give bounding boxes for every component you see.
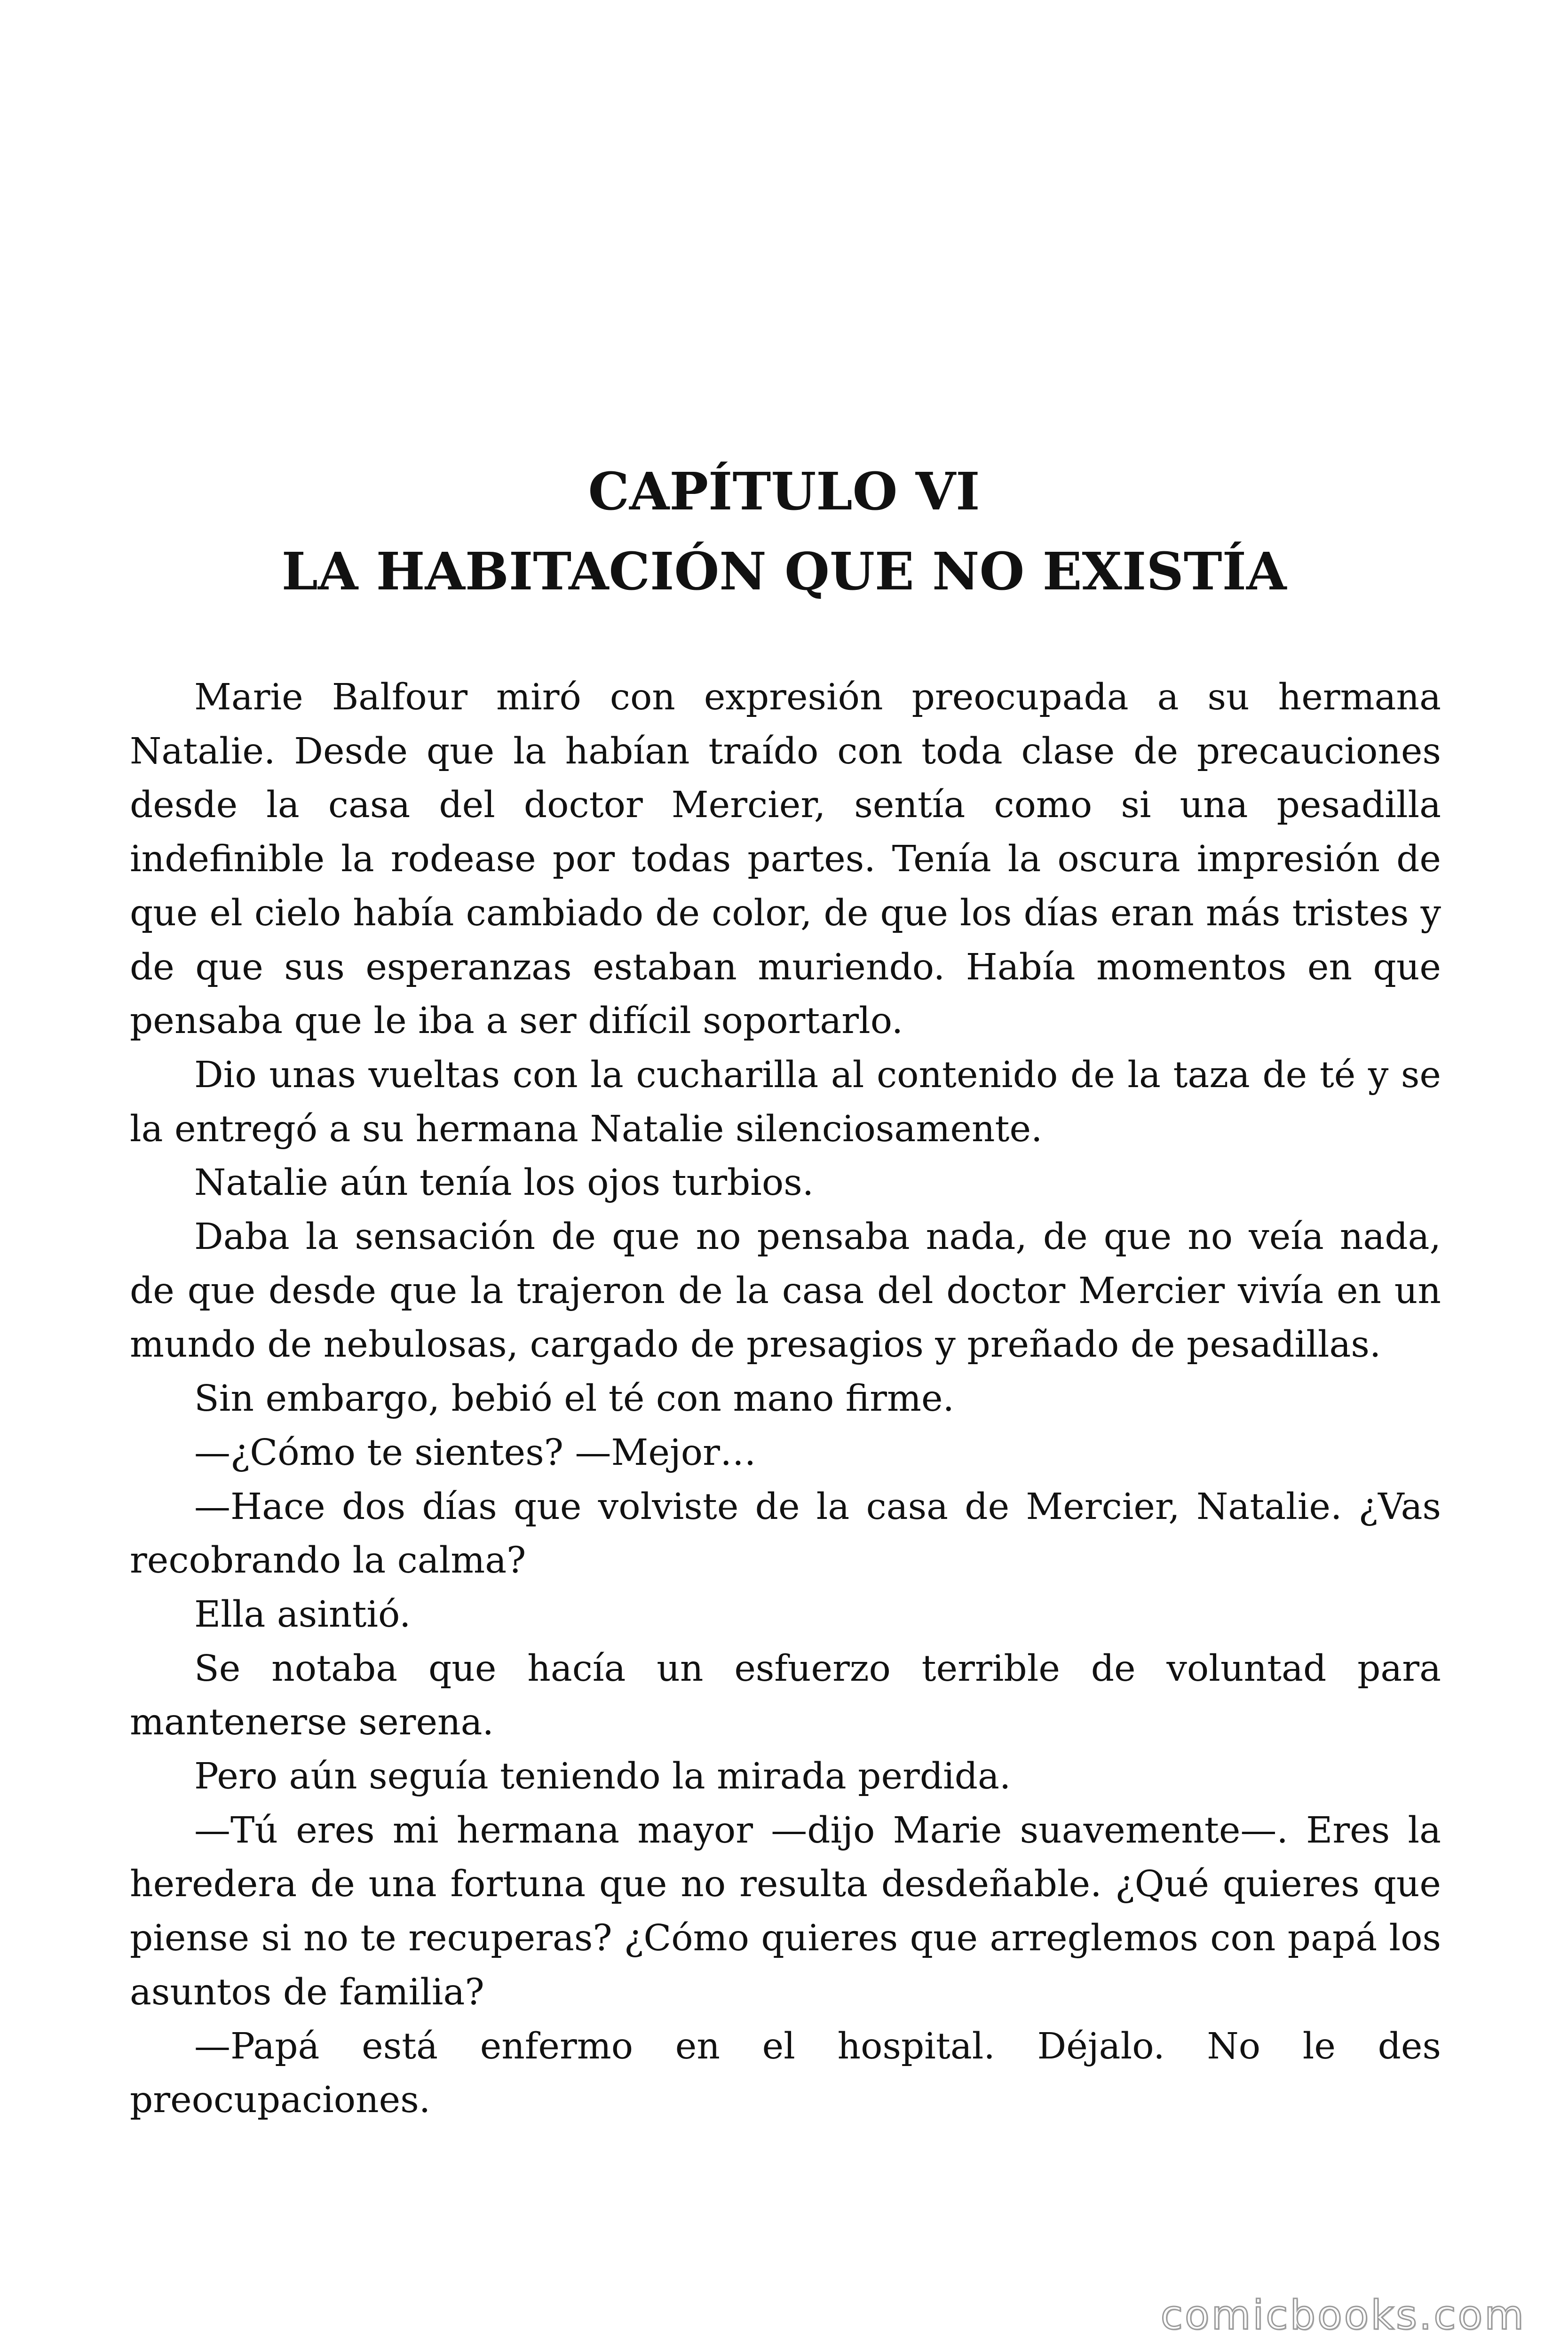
paragraph: Pero aún seguía teniendo la mirada perdida. [194,1756,1011,1798]
watermark-text: comicbooks.com [1160,2292,1526,2339]
paragraph: Ella asintió. [194,1593,411,1636]
chapter-title: LA HABITACIÓN QUE NO EXISTÍA [281,541,1287,602]
chapter-body-text [130,671,1441,2128]
paragraph: Daba la sensación de que no pensaba nada, de que no veía nada, de que desde que la trajeron de la casa del doctor Mercier vivía en un mundo de nebulosas, cargado de presagios y preñado de pesadillas. [130,1216,1441,1366]
chapter-heading [0,452,1568,612]
chapter-number: CAPÍTULO VI [588,461,980,522]
paragraph: —Hace dos días que volviste de la casa de Mercier, Natalie. ¿Vas recobrando la calma? [130,1486,1441,1582]
paragraph: —Tú eres mi hermana mayor —dijo Marie suavemente—. Eres la heredera de una fortuna que no resulta desdeñable. ¿Qué quieres que piense si no te recuperas? ¿Cómo quieres que arreglemos con papá los asuntos de familia? [130,1809,1441,2013]
paragraph: —Papá está enfermo en el hospital. Déjalo. No le des preocupaciones. [130,2025,1441,2122]
paragraph: Marie Balfour miró con expresión preocupada a su hermana Natalie. Desde que la habían traído con toda clase de precauciones desde la casa del doctor Mercier, sentía como si una pesadilla indefinible la rodease por todas partes. Tenía la oscura impresión de que el cielo había cambiado de color, de que los días eran más tristes y de que sus esperanzas estaban muriendo. Había momentos en que pensaba que le iba a ser difícil soportarlo. [130,676,1441,1042]
paragraph: Dio unas vueltas con la cucharilla al contenido de la taza de té y se la entregó a su hermana Natalie silenciosamente. [130,1054,1441,1150]
paragraph: —¿Cómo te sientes? —Mejor… [194,1431,756,1474]
paragraph: Sin embargo, bebió el té con mano firme. [194,1378,955,1420]
paragraph: Se notaba que hacía un esfuerzo terrible de voluntad para mantenerse serena. [130,1647,1441,1744]
paragraph: Natalie aún tenía los ojos turbios. [194,1162,814,1204]
